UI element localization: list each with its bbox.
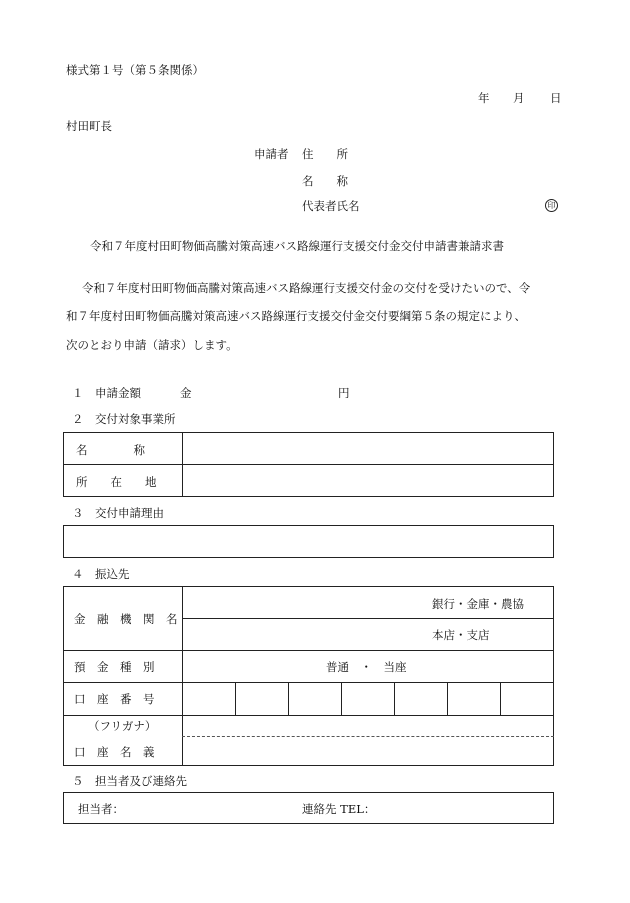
account-digit-sep-4 xyxy=(394,682,395,715)
form-number: 様式第１号（第５条関係） xyxy=(66,63,204,77)
body-line-2: 和７年度村田町物価高騰対策高速バス路線運行支援交付金交付要綱第５条の規定により、 xyxy=(66,309,526,323)
account-name-field[interactable] xyxy=(184,738,552,764)
office-name-field[interactable] xyxy=(184,434,552,463)
applicant-address-label: 住 所 xyxy=(302,147,348,161)
bank-types[interactable]: 銀行・金庫・農協 xyxy=(432,597,524,611)
account-digit-sep-2 xyxy=(288,682,289,715)
account-number-label: 口 座 番 号 xyxy=(74,692,155,706)
date-month: 月 xyxy=(513,91,525,105)
bank-row-divider-1 xyxy=(63,650,554,651)
account-digit-sep-1 xyxy=(235,682,236,715)
body-line-3: 次のとおり申請（請求）します。 xyxy=(66,338,238,352)
addressee: 村田町長 xyxy=(66,119,112,133)
reason-field[interactable] xyxy=(63,525,554,558)
office-table-divider xyxy=(63,464,554,465)
section1-yen: 円 xyxy=(338,386,350,400)
applicant-name-label: 名 称 xyxy=(302,174,348,188)
office-address-field[interactable] xyxy=(184,466,552,495)
account-name-label: 口 座 名 義 xyxy=(74,745,155,759)
office-table-col xyxy=(182,432,183,497)
furigana-label: （フリガナ） xyxy=(88,719,157,733)
furigana-field[interactable] xyxy=(184,717,552,735)
section1-label: １ 申請金額 xyxy=(72,386,141,400)
document-title: 令和７年度村田町物価高騰対策高速バス路線運行支援交付金交付申請書兼請求書 xyxy=(90,239,504,253)
branch-types[interactable]: 本店・支店 xyxy=(432,628,490,642)
office-name-label: 名 称 xyxy=(76,443,145,457)
account-digit-sep-6 xyxy=(500,682,501,715)
contact-tel-label: 連絡先 TEL： xyxy=(302,802,376,816)
bank-furigana-divider xyxy=(182,736,554,737)
bank-row-divider-2 xyxy=(63,682,554,683)
bank-row-divider-3 xyxy=(63,715,554,716)
office-address-label: 所 在 地 xyxy=(76,475,157,489)
section3-label: ３ 交付申請理由 xyxy=(72,506,164,520)
person-label: 担当者： xyxy=(78,802,124,816)
section5-label: ５ 担当者及び連絡先 xyxy=(72,774,187,788)
bank-table-col xyxy=(182,586,183,766)
date-day: 日 xyxy=(550,91,562,105)
account-digit-sep-5 xyxy=(447,682,448,715)
applicant-rep-label: 代表者氏名 xyxy=(302,199,360,213)
section2-label: ２ 交付対象事業所 xyxy=(72,412,176,426)
bank-name-label: 金 融 機 関 名 xyxy=(74,612,178,626)
date-year: 年 xyxy=(478,91,490,105)
applicant-label: 申請者 xyxy=(254,147,289,161)
body-line-1: 令和７年度村田町物価高騰対策高速バス路線運行支援交付金の交付を受けたいので、令 xyxy=(82,281,531,295)
deposit-type-label: 預 金 種 別 xyxy=(74,660,155,674)
section1-kin: 金 xyxy=(180,386,192,400)
seal-mark: 印 xyxy=(545,199,558,212)
account-digit-sep-3 xyxy=(341,682,342,715)
deposit-types[interactable]: 普通 ・ 当座 xyxy=(326,660,407,674)
bank-row-divider-inner xyxy=(182,618,554,619)
section4-label: ４ 振込先 xyxy=(72,567,130,581)
